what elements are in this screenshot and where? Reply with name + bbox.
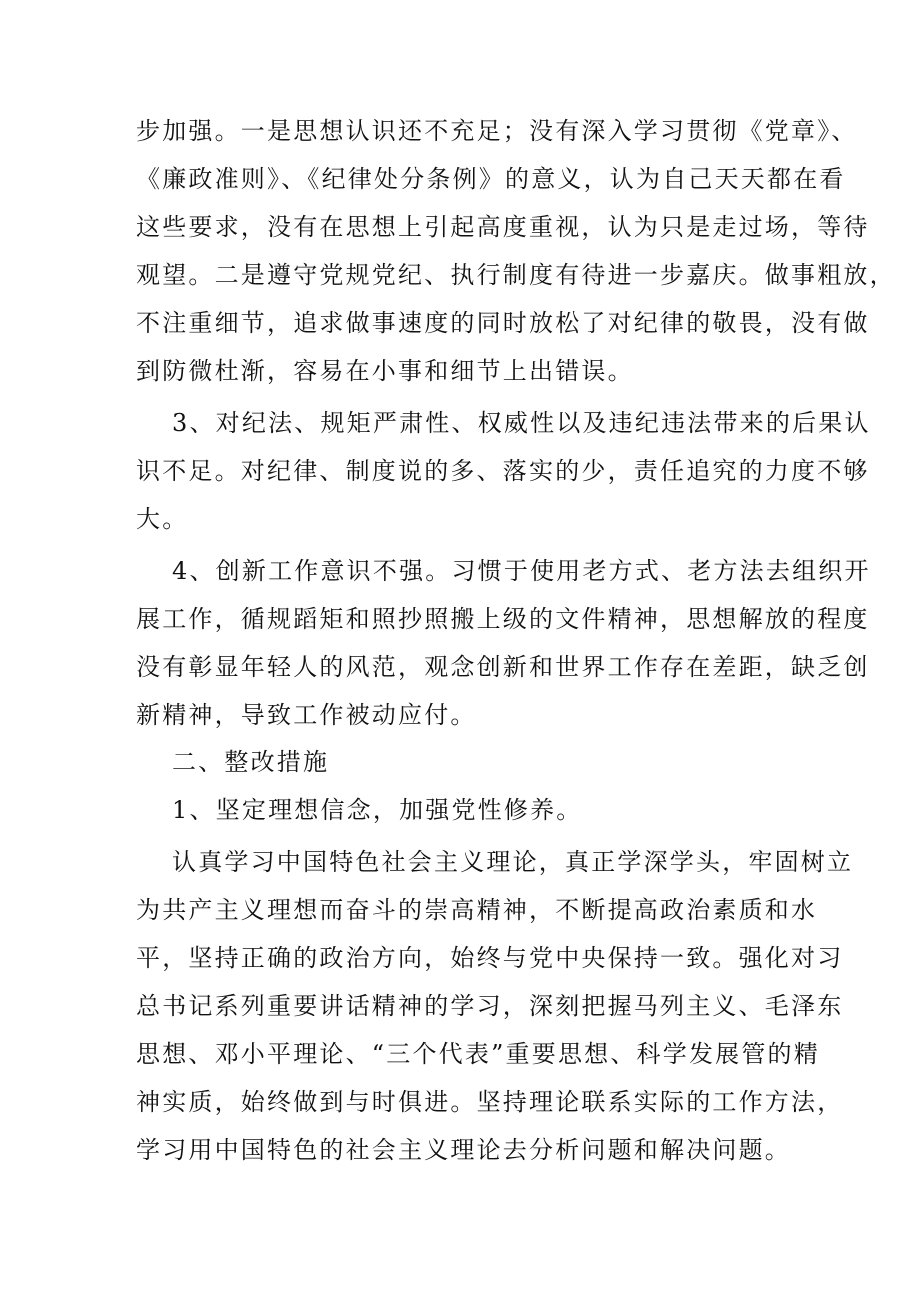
text-line: 这些要求，没有在思想上引起高度重视，认为只是走过场，等待: [136, 213, 870, 241]
text-line: 到防微杜渐，容易在小事和细节上出错误。: [136, 357, 634, 385]
text-line: 步加强。一是思想认识还不充足；没有深入学习贯彻《党章》、: [136, 117, 858, 145]
text-line: 《廉政准则》、《纪律处分条例》的意义，认为自己天天都在看: [136, 165, 846, 193]
text-line: 思想、邓小平理论、“三个代表”重要思想、科学发展管的精: [136, 1040, 820, 1068]
text-line: 神实质，始终做到与时俱进。坚持理论联系实际的工作方法，: [136, 1088, 844, 1116]
paragraph-first-line: 认真学习中国特色社会主义理论，真正学深学头，牢固树立: [172, 848, 854, 876]
text-line: 识不足。对纪律、制度说的多、落实的少，责任追究的力度不够: [136, 457, 870, 485]
text-line: 没有彰显年轻人的风范，观念创新和世界工作存在差距，缺乏创: [136, 653, 870, 681]
text-line: 总书记系列重要讲话精神的学习，深刻把握马列主义、毛泽东: [136, 992, 844, 1020]
text-line: 观望。二是遵守党规党纪、执行制度有待进一步嘉庆。做事粗放，: [136, 261, 896, 289]
text-line: 学习用中国特色的社会主义理论去分析问题和解决问题。: [136, 1136, 791, 1164]
paragraph-3-first-line: 3、对纪法、规矩严肃性、权威性以及违纪违法带来的后果认: [172, 409, 871, 437]
section-heading: 二、整改措施: [172, 748, 330, 776]
text-line: 为共产主义理想而奋斗的崇高精神，不断提高政治素质和水: [136, 896, 818, 924]
text-line: 平，坚持正确的政治方向，始终与党中央保持一致。强化对习: [136, 944, 844, 972]
subsection-heading: 1、坚定理想信念，加强党性修养。: [172, 796, 583, 824]
text-line: 新精神，导致工作被动应付。: [136, 701, 477, 729]
text-line: 不注重细节，追求做事速度的同时放松了对纪律的敬畏，没有做: [136, 309, 870, 337]
text-line: 大。: [136, 505, 189, 533]
paragraph-4-first-line: 4、创新工作意识不强。习惯于使用老方式、老方法去组织开: [172, 557, 871, 585]
text-line: 展工作，循规蹈矩和照抄照搬上级的文件精神，思想解放的程度: [136, 605, 870, 633]
